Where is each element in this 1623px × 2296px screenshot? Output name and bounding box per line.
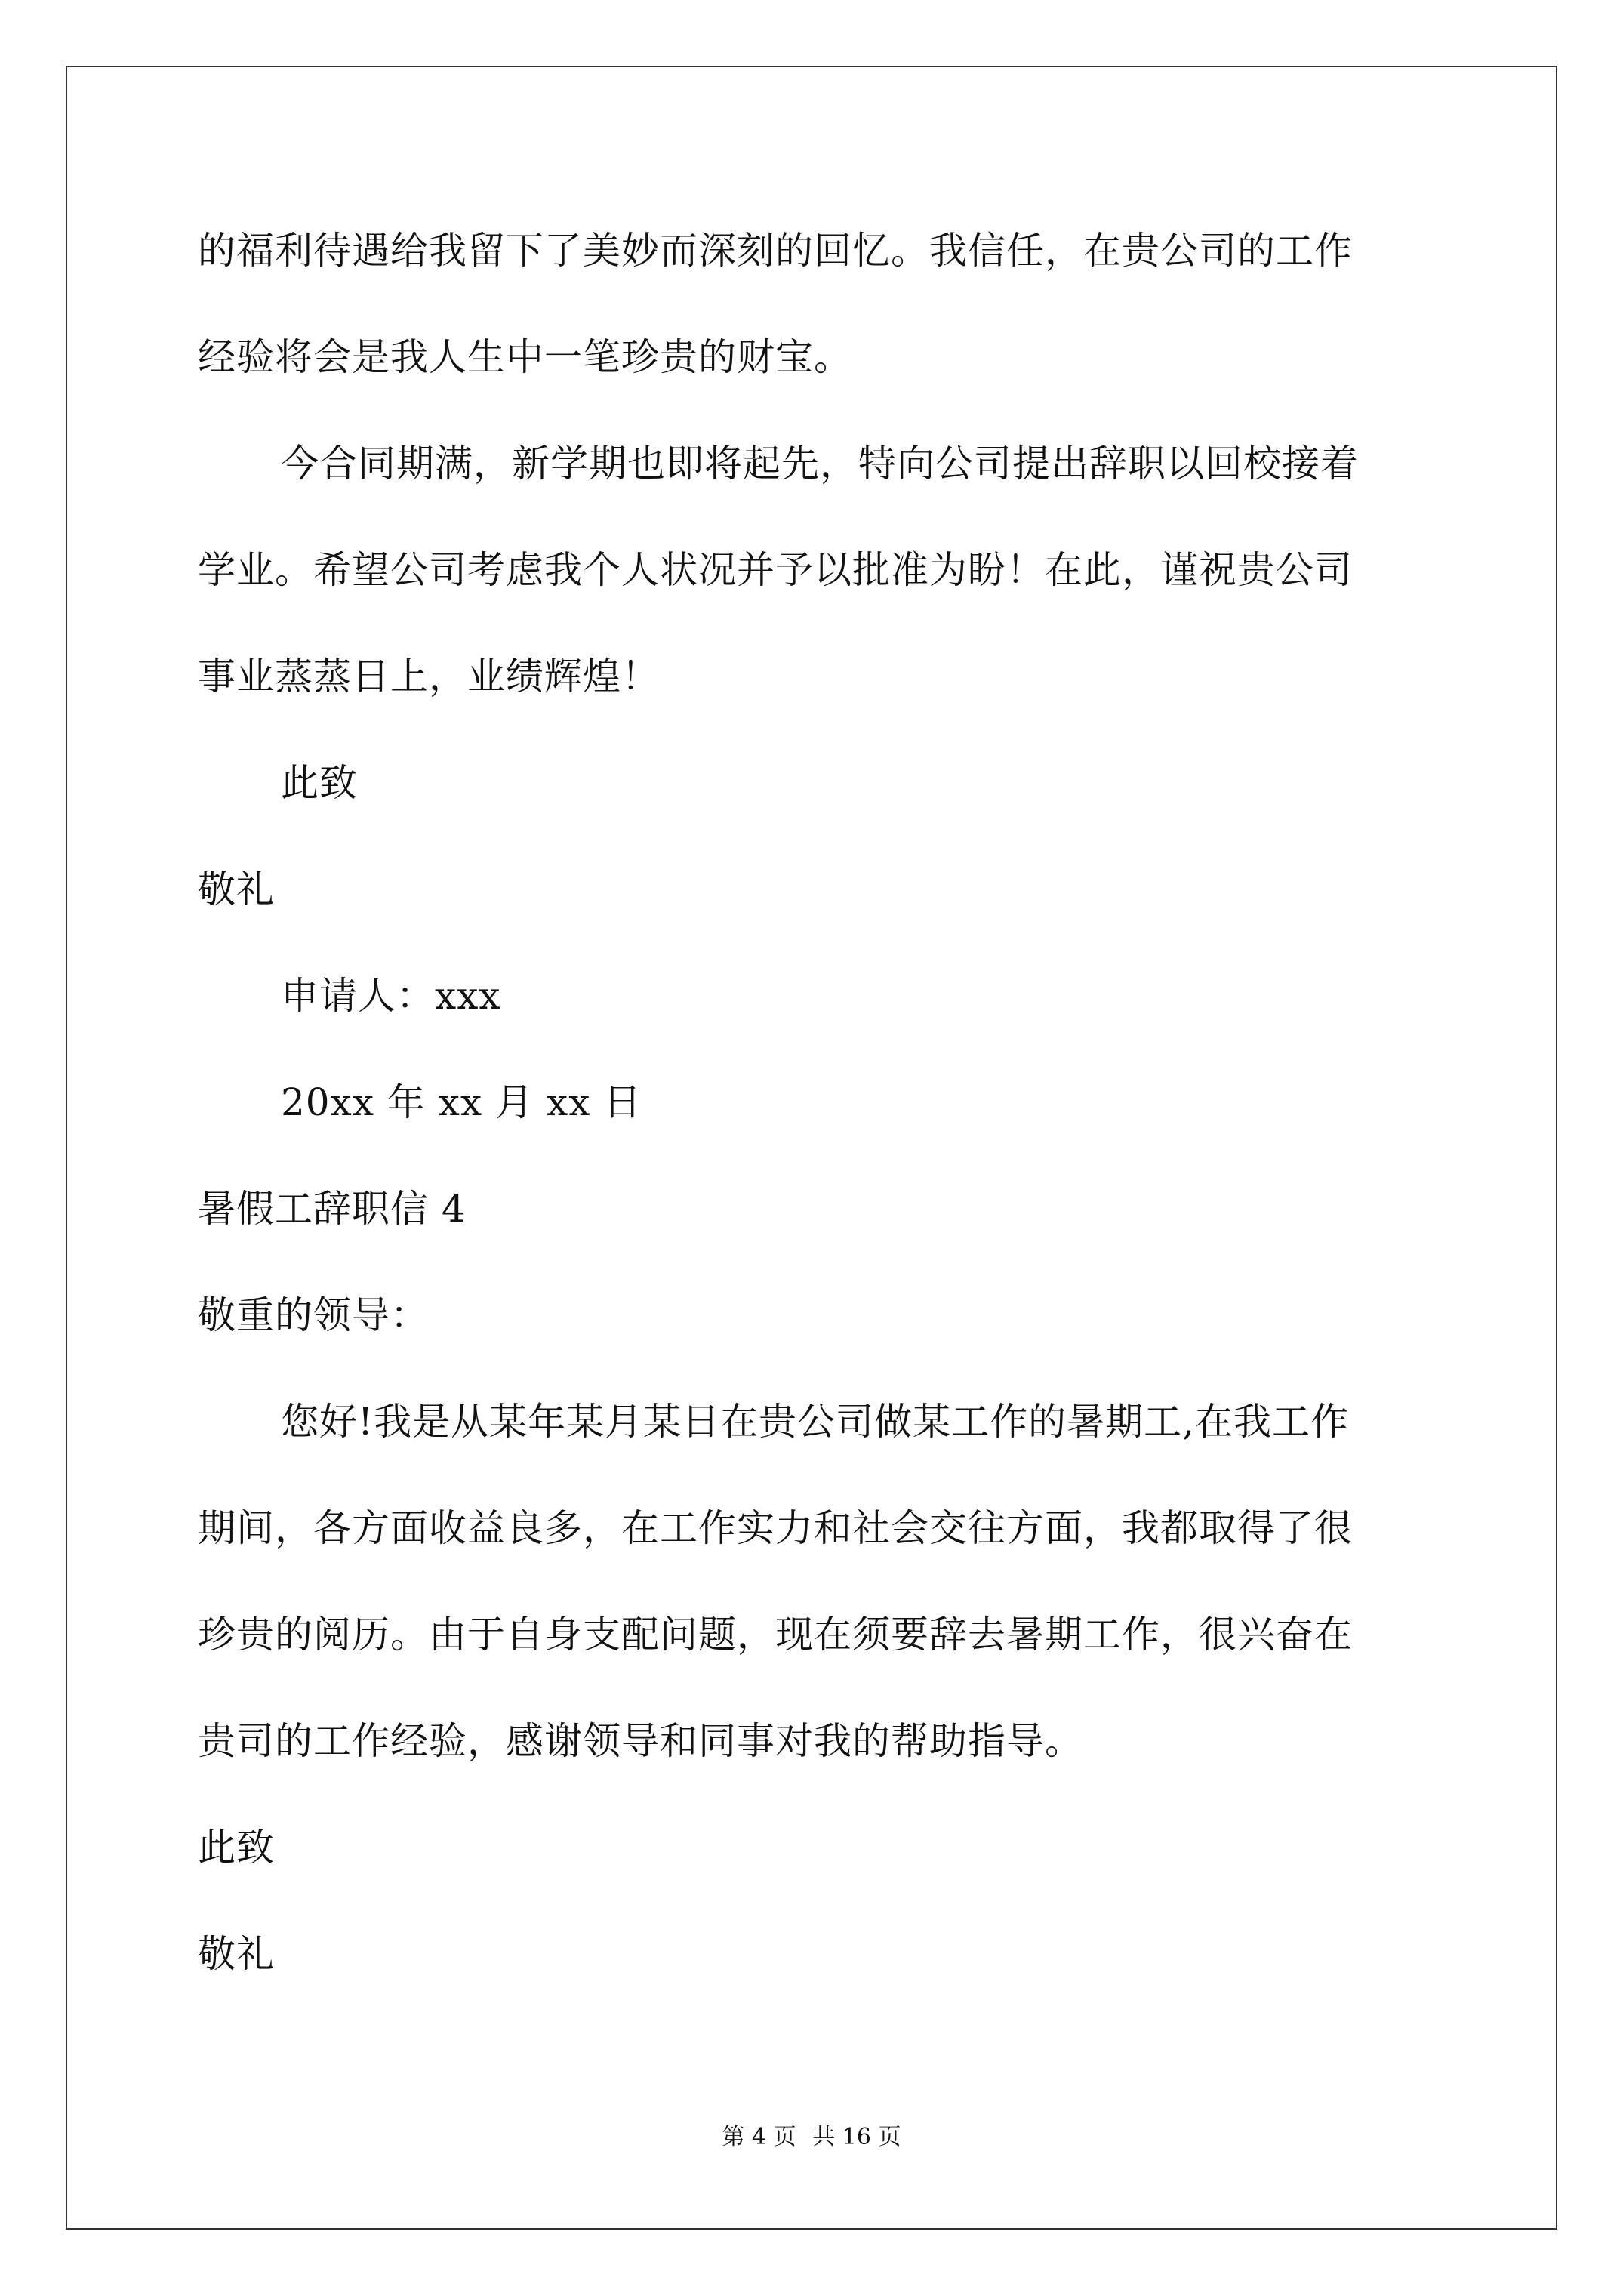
closing-salute: 敬礼 [198, 868, 275, 911]
closing-salute-2: 敬礼 [198, 1932, 275, 1976]
body-line-4: 学业。希望公司考虑我个人状况并予以批准为盼！在此，谨祝贵公司 [198, 548, 1353, 592]
body-line-6: 您好!我是从某年某月某日在贵公司做某工作的暑期工,在我工作 [281, 1400, 1349, 1444]
body-line-1: 的福利待遇给我留下了美妙而深刻的回忆。我信任，在贵公司的工作 [198, 229, 1353, 273]
salutation-line: 敬重的领导： [198, 1293, 429, 1337]
applicant-line: 申请人：xxx [281, 974, 501, 1018]
page-footer [0, 2122, 1623, 2153]
body-line-2: 经验将会是我人生中一笔珍贵的财宝。 [198, 335, 852, 379]
body-line-3: 今合同期满，新学期也即将起先，特向公司提出辞职以回校接着 [281, 442, 1359, 485]
page-number: 第 4 页 [722, 2124, 796, 2150]
page-border [66, 66, 1557, 2230]
body-line-8: 珍贵的阅历。由于自身支配问题，现在须要辞去暑期工作，很兴奋在 [198, 1613, 1353, 1657]
body-line-5: 事业蒸蒸日上，业绩辉煌！ [198, 655, 660, 698]
closing-greeting-2: 此致 [198, 1826, 275, 1869]
body-line-9: 贵司的工作经验，感谢领导和同事对我的帮助指导。 [198, 1719, 1083, 1763]
page-total: 共 16 页 [812, 2124, 901, 2150]
section-title: 暑假工辞职信 4 [198, 1187, 467, 1231]
date-line: 20xx 年 xx 月 xx 日 [281, 1080, 642, 1124]
closing-greeting: 此致 [281, 761, 358, 805]
body-line-7: 期间，各方面收益良多，在工作实力和社会交往方面，我都取得了很 [198, 1506, 1353, 1550]
